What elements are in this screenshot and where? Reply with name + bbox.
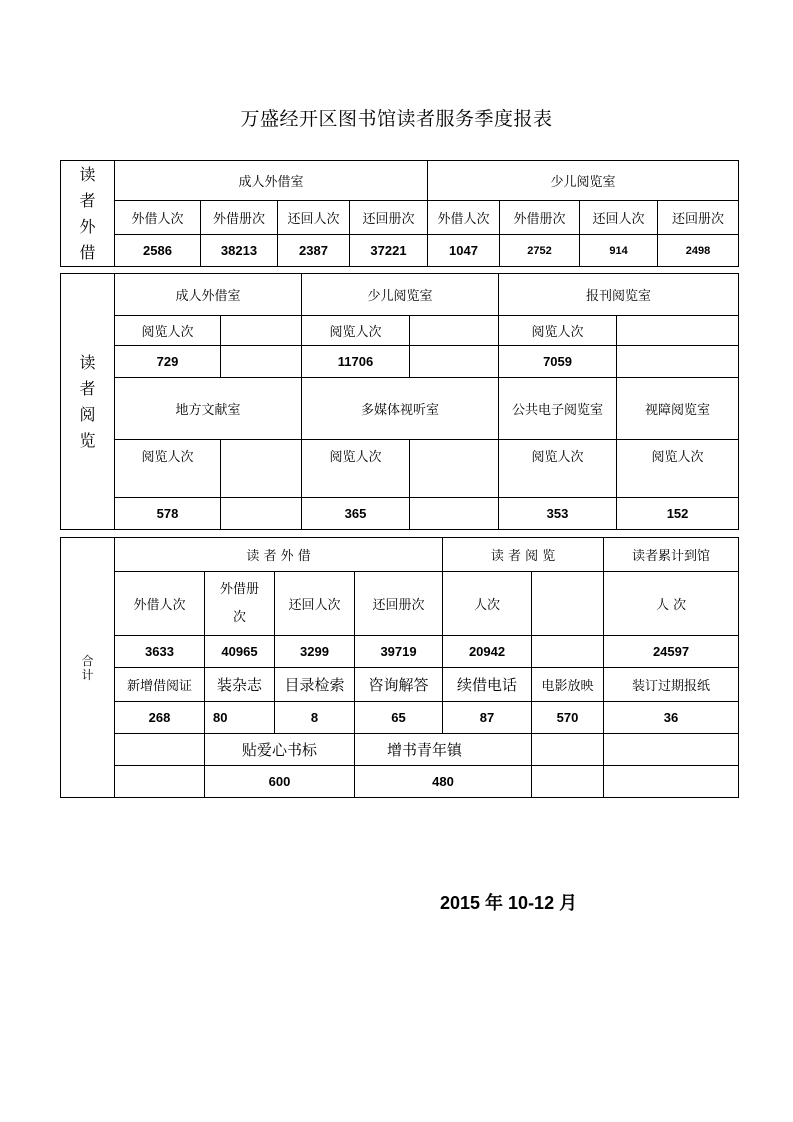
value-cell: 80 — [205, 702, 275, 734]
service-header: 装订过期报纸 — [604, 668, 739, 702]
room-header: 公共电子阅览室 — [499, 378, 617, 440]
column-header: 阅览人次 — [302, 440, 410, 498]
value-cell: 570 — [532, 702, 604, 734]
value-cell: 268 — [115, 702, 205, 734]
column-header: 外借人次 — [115, 572, 205, 636]
column-header: 阅览人次 — [115, 440, 221, 498]
column-header: 还回人次 — [580, 201, 658, 235]
value-cell: 40965 — [205, 636, 275, 668]
column-header: 还回人次 — [275, 572, 355, 636]
value-cell: 3633 — [115, 636, 205, 668]
service-header: 装杂志 — [205, 668, 275, 702]
service-header: 目录检索 — [275, 668, 355, 702]
service-header: 新增借阅证 — [115, 668, 205, 702]
report-date: 2015 年 10-12 月 — [440, 893, 578, 913]
column-header: 外借人次 — [115, 201, 201, 235]
service-header: 咨询解答 — [355, 668, 443, 702]
column-header: 外借人次 — [428, 201, 500, 235]
value-cell: 600 — [205, 766, 355, 798]
value-cell: 480 — [355, 766, 532, 798]
service-header: 贴爱心书标 — [205, 734, 355, 766]
value-cell: 152 — [617, 498, 739, 530]
value-cell: 7059 — [499, 346, 617, 378]
value-cell: 24597 — [604, 636, 739, 668]
room-header: 报刊阅览室 — [499, 274, 739, 316]
value-cell: 578 — [115, 498, 221, 530]
section-totals — [60, 537, 739, 798]
section-label: 读 者 外 借 — [61, 161, 115, 267]
service-header: 电影放映 — [532, 668, 604, 702]
value-cell: 353 — [499, 498, 617, 530]
value-cell: 2387 — [278, 235, 350, 267]
column-header: 人次 — [443, 572, 532, 636]
value-cell: 365 — [302, 498, 410, 530]
page-title: 万盛经开区图书馆读者服务季度报表 — [240, 108, 553, 130]
column-header: 还回册次 — [658, 201, 739, 235]
service-header: 增书青年镇 — [355, 734, 532, 766]
section-label: 合 计 — [61, 538, 115, 798]
group-header: 成人外借室 — [115, 161, 428, 201]
room-header: 少儿阅览室 — [302, 274, 499, 316]
room-header: 多媒体视听室 — [302, 378, 499, 440]
column-header: 阅览人次 — [499, 440, 617, 498]
room-header: 成人外借室 — [115, 274, 302, 316]
column-header: 阅览人次 — [499, 316, 617, 346]
column-header: 外借册次 — [500, 201, 580, 235]
value-cell: 11706 — [302, 346, 410, 378]
column-header: 人 次 — [604, 572, 739, 636]
column-header: 外借册次 — [201, 201, 278, 235]
group-header: 读 者 阅 览 — [443, 538, 604, 572]
column-header: 阅览人次 — [115, 316, 221, 346]
value-cell: 39719 — [355, 636, 443, 668]
service-header: 续借电话 — [443, 668, 532, 702]
value-cell: 3299 — [275, 636, 355, 668]
group-header: 少儿阅览室 — [428, 161, 739, 201]
section-reader-lending — [60, 160, 739, 267]
value-cell: 729 — [115, 346, 221, 378]
value-cell: 2586 — [115, 235, 201, 267]
room-header: 地方文献室 — [115, 378, 302, 440]
column-header: 阅览人次 — [617, 440, 739, 498]
value-cell: 36 — [604, 702, 739, 734]
value-cell: 20942 — [443, 636, 532, 668]
column-header: 还回人次 — [278, 201, 350, 235]
column-header: 阅览人次 — [302, 316, 410, 346]
value-cell: 37221 — [350, 235, 428, 267]
column-header: 还回册次 — [355, 572, 443, 636]
column-header: 外借册 次 — [205, 572, 275, 636]
value-cell: 38213 — [201, 235, 278, 267]
section-label: 读 者 阅 览 — [61, 274, 115, 530]
value-cell: 87 — [443, 702, 532, 734]
value-cell: 65 — [355, 702, 443, 734]
section-reader-reading — [60, 273, 739, 530]
value-cell: 8 — [275, 702, 355, 734]
value-cell: 914 — [580, 235, 658, 267]
value-cell: 2498 — [658, 235, 739, 267]
column-header: 还回册次 — [350, 201, 428, 235]
group-header: 读 者 外 借 — [115, 538, 443, 572]
value-cell: 2752 — [500, 235, 580, 267]
value-cell: 1047 — [428, 235, 500, 267]
room-header: 视障阅览室 — [617, 378, 739, 440]
group-header: 读者累计到馆 — [604, 538, 739, 572]
